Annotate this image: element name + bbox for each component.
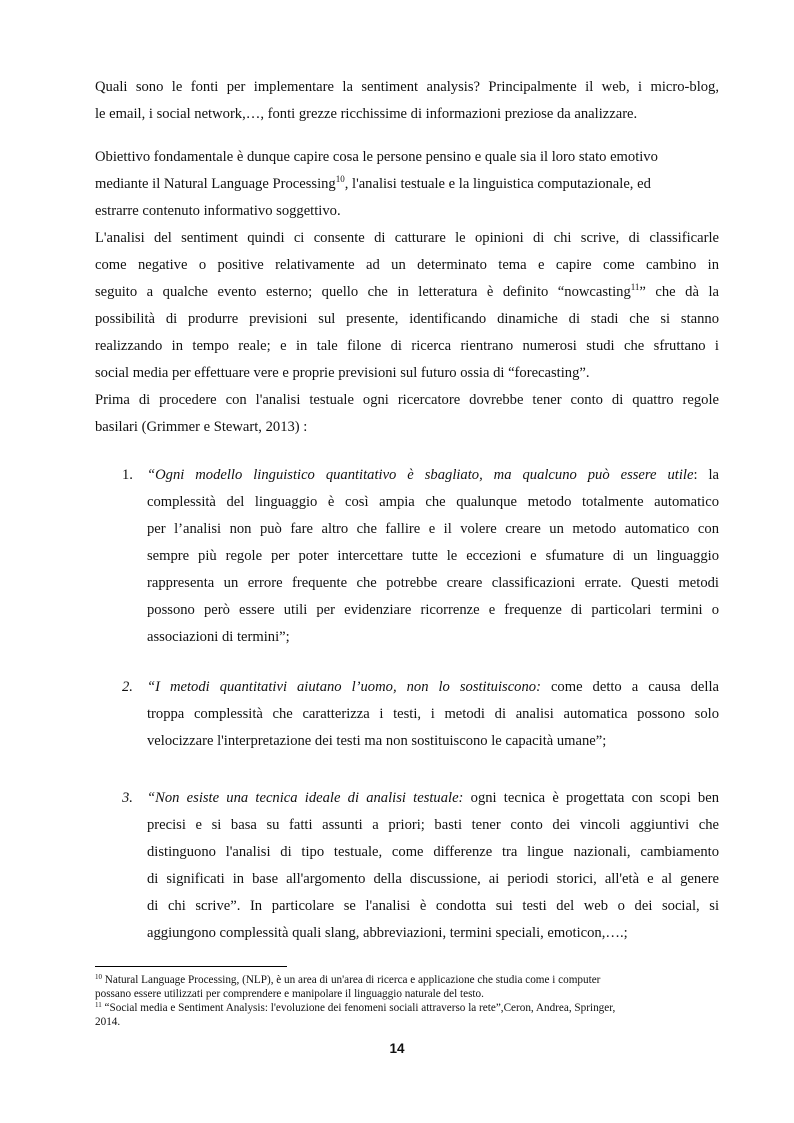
paragraph-line: L'analisi del sentiment quindi ci consente di catturare le opinioni di chi scrive, di classificarle [95,230,719,246]
text-run: “Social media e Sentiment Analysis: l'evoluzione dei fenomeni sociali attraverso la rete”,Ceron, Andrea, Springer, [101,1002,616,1014]
text-run: : la [693,467,719,483]
footnote-number: 11 [95,1001,102,1009]
paragraph-line: basilari (Grimmer e Stewart, 2013) : [95,419,308,435]
paragraph-line: le email, i social network,…, fonti grezze ricchissime di informazioni preziose da analizzare. [95,106,638,122]
footnote-line [95,1002,719,1014]
paragraph-line [95,176,719,192]
footnote-line: possano essere utilizzati per comprendere e manipolare il linguaggio naturale del testo. [95,988,484,1000]
paragraph-line: come negative o positive relativamente ad un determinato tema e capire come cambino in [95,257,719,273]
paragraph-line: Prima di procedere con l'analisi testuale ogni ricercatore dovrebbe tener conto di quattro regole [95,392,719,408]
rule-title: “I metodi quantitativi aiutano l’uomo, non lo sostituiscono: [147,679,541,695]
text-run: ” che dà la [639,284,719,300]
list-item-line: associazioni di termini”; [147,629,290,645]
rule-title: “Non esiste una tecnica ideale di analisi testuale: [147,790,464,806]
list-item-line: sempre più regole per poter intercettare tutte le eccezioni e sfumature di un linguaggio [147,548,719,564]
footnote-line [95,974,719,986]
list-number: 1. [122,467,133,483]
footnote-ref: 10 [335,174,345,184]
list-item-line [147,679,719,695]
list-number: 2. [122,679,133,695]
footnote-number: 10 [95,973,102,981]
list-item-line: troppa complessità che caratterizza i testi, i metodi di analisi automatica possono solo [147,706,719,722]
text-run: come detto a causa della [540,679,719,695]
list-item-line: di chi scrive”. In particolare se l'analisi è condotta sui testi del web o dei social, si [147,898,719,914]
paragraph-line [95,284,719,300]
list-item-line: di significati in base all'argomento della discussione, ai periodi storici, all'età e al genere [147,871,719,887]
list-item-line: per l’analisi non può fare altro che fallire e il volere creare un metodo automatico con [147,521,719,537]
paragraph-line: social media per effettuare vere e proprie previsioni sul futuro ossia di “forecasting”. [95,365,590,381]
paragraph-line: possibilità di produrre previsioni sul presente, identificando dinamiche di stadi che si stanno [95,311,719,327]
text-run: ogni tecnica è progettata con scopi ben [463,790,719,806]
paragraph-line: realizzando in tempo reale; e in tale filone di ricerca rientrano numerosi studi che sfruttano i [95,338,719,354]
list-item-line: aggiungono complessità quali slang, abbreviazioni, termini speciali, emoticon,….; [147,925,628,941]
list-number: 3. [122,790,133,806]
text-run: seguito a qualche evento esterno; quello che in letteratura è definito “nowcasting [95,284,631,300]
paragraph-line: Obiettivo fondamentale è dunque capire cosa le persone pensino e quale sia il loro stato emotivo [95,149,658,165]
text-run: , l'analisi testuale e la linguistica computazionale, ed [344,176,651,192]
list-item-line: complessità del linguaggio è così ampia che qualunque metodo totalmente automatico [147,494,719,510]
text-run: Natural Language Processing, (NLP), è un area di un'area di ricerca e applicazione che studia come i computer [102,974,601,986]
rule-title: “Ogni modello linguistico quantitativo è sbagliato, ma qualcuno può essere utile [147,467,694,483]
text-run: mediante il Natural Language Processing [95,176,336,192]
paragraph-line: Quali sono le fonti per implementare la sentiment analysis? Principalmente il web, i micro-blog, [95,79,719,95]
list-item-line: precisi e si basa su fatti assunti a priori; basti tener conto dei vincoli aggiuntivi che [147,817,719,833]
list-item-line: velocizzare l'interpretazione dei testi ma non sostituiscono le capacità umane”; [147,733,607,749]
list-item-line: rappresenta un errore frequente che potrebbe creare classificazioni errate. Questi metodi [147,575,719,591]
page-number: 14 [389,1041,405,1056]
list-item-line: distinguono l'analisi di tipo testuale, come differenze tra lingue nazionali, cambiamento [147,844,719,860]
list-item-line: possono però essere utili per evidenziare ricorrenze e frequenze di particolari termini o [147,602,719,618]
list-item-line [147,790,719,806]
paragraph-line: estrarre contenuto informativo soggettivo. [95,203,341,219]
footnote-line: 2014. [95,1016,121,1028]
list-item-line [147,467,719,483]
footnote-separator [95,966,287,967]
footnote-ref: 11 [630,282,640,292]
